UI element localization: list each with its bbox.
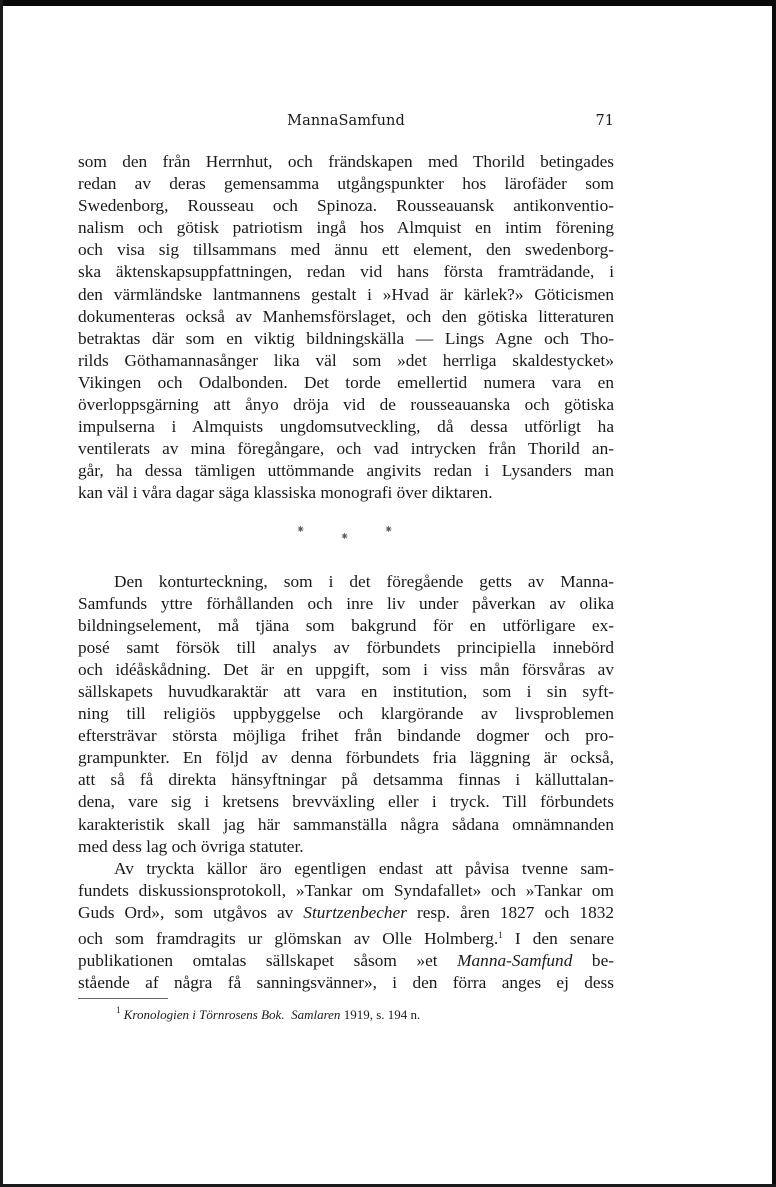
text-line: dena, vare sig i kretsens brevväxling eller i tryck. Till förbundets	[78, 792, 614, 812]
text-line: dokumenteras också av Manhemsförslaget, och den götiska litteraturen	[78, 306, 614, 326]
asterisk-icon: ⁕	[296, 523, 306, 536]
section-break-asterism	[78, 505, 614, 571]
text-line: att så få direkta hänsyftningar på detsamma finnas i källuttalan-	[78, 770, 614, 790]
body-text	[78, 151, 614, 994]
text-line: ska äktenskapsuppfattningen, redan vid hans första framträdande, i	[78, 262, 614, 282]
text-line: med dess lag och övriga statuter.	[78, 836, 304, 856]
society-name-italic: Manna-Samfund	[457, 951, 573, 971]
paragraph-2	[78, 571, 614, 858]
text-line: den värmländske lantmannens gestalt i »Hvad är kärlek?» Göticismen	[78, 284, 614, 304]
text-line: stående af några få sanningsvänner», i den förra anges ej dess	[78, 973, 614, 993]
text-line: Av tryckta källor äro egentligen endast att påvisa tvenne sam-	[114, 858, 614, 878]
text-line: Swedenborg, Rousseau och Spinoza. Rousseauansk antikonventio-	[78, 196, 614, 216]
text-line	[78, 950, 614, 972]
text-line: Vikingen och Odalbonden. Det torde emellertid numera vara en	[78, 372, 614, 392]
text-line: rilds Göthamannasånger lika väl som »det herrliga skaldestycket»	[78, 350, 614, 370]
footnote-journal-italic: Samlaren	[291, 1007, 341, 1023]
paragraph-1	[78, 151, 614, 505]
author-name-italic: Sturtzenbecher	[303, 902, 407, 922]
asterisk-icon: ⁕	[384, 523, 394, 536]
scan-border-right	[772, 0, 776, 1187]
text-segment: Guds Ord», som utgåvos av	[78, 902, 304, 922]
text-line: Samfunds yttre förhållanden och inre liv under påverkan av olika	[78, 593, 614, 613]
text-segment: I den senare	[502, 929, 614, 948]
text-line: impulserna i Almquists ungdomsutveckling, då dessa utförligt ha	[78, 417, 614, 437]
book-page	[78, 113, 614, 1024]
page-number: 71	[595, 113, 614, 129]
running-title: MannaSamfund	[287, 113, 405, 129]
paragraph-3	[78, 858, 614, 995]
text-segment: och som framdragits ur glömskan av Olle Holmberg.	[78, 929, 499, 948]
scan-border-top	[0, 0, 776, 6]
footnote-reference[interactable]: 1	[498, 930, 503, 940]
text-line	[78, 924, 614, 950]
footnote-divider	[78, 998, 168, 999]
text-line: eftersträvar största möjliga frihet från bindande dogmer och pro-	[78, 726, 614, 746]
text-line: ning till religiös uppbyggelse och klargörande av livsproblemen	[78, 704, 614, 724]
text-segment: publikationen omtalas sällskapet såsom »et	[78, 951, 458, 971]
footnote	[78, 1001, 614, 1024]
text-line: betraktas där som en viktig bildningskälla — Lings Agne och Tho-	[78, 328, 614, 348]
text-line: överloppsgärning att ånyo dröja vid de rousseauanska och götiska	[78, 395, 614, 415]
footnote-citation: 1919, s. 194 n.	[340, 1007, 421, 1023]
text-line: och visa sig tillsammans med ännu ett element, den swedenborg-	[78, 240, 614, 260]
text-line: Den konturteckning, som i det föregående getts av Manna-	[114, 571, 614, 591]
text-segment: be-	[572, 951, 614, 971]
text-line: sällskapets huvudkaraktär att vara en institution, som i sin syft-	[78, 681, 614, 701]
footnote-marker: 1	[116, 1005, 121, 1016]
text-line: kan väl i våra dagar säga klassiska monografi över diktaren.	[78, 483, 493, 503]
text-line: och idéåskådning. Det är en uppgift, som i viss mån försvåras av	[78, 659, 614, 679]
text-line	[78, 902, 614, 924]
text-line: karakteristik skall jag här sammanställa några sådana omnämnanden	[78, 814, 614, 834]
scan-border-left	[0, 0, 3, 1187]
text-segment: resp. åren 1827 och 1832	[406, 902, 614, 922]
text-line: grampunkter. En följd av denna förbundets fria läggning är också,	[78, 748, 614, 768]
text-line: posé samt försök till analys av förbundets principiella innebörd	[78, 637, 614, 657]
asterisk-icon: ⁕	[340, 530, 350, 543]
running-head	[78, 113, 614, 135]
text-line: som den från Herrnhut, och frändskapen med Thorild betingades	[78, 152, 614, 171]
footnote-title-italic: Kronologien i Törnrosens Bok.	[123, 1007, 285, 1023]
text-line: nalism och götisk patriotism ingå hos Almquist en intim förening	[78, 218, 614, 238]
text-line: redan av deras gemensamma utgångspunkter hos lärofäder som	[78, 174, 614, 194]
text-line: ventilerats av mina föregångare, och vad intrycken från Thorild an-	[78, 439, 614, 459]
text-line: går, ha dessa tämligen uttömmande angivits redan i Lysanders man	[78, 461, 614, 481]
text-line: fundets diskussionsprotokoll, »Tankar om Syndafallet» och »Tankar om	[78, 880, 614, 900]
text-line: bildningselement, må tjäna som bakgrund för en utförligare ex-	[78, 615, 614, 635]
